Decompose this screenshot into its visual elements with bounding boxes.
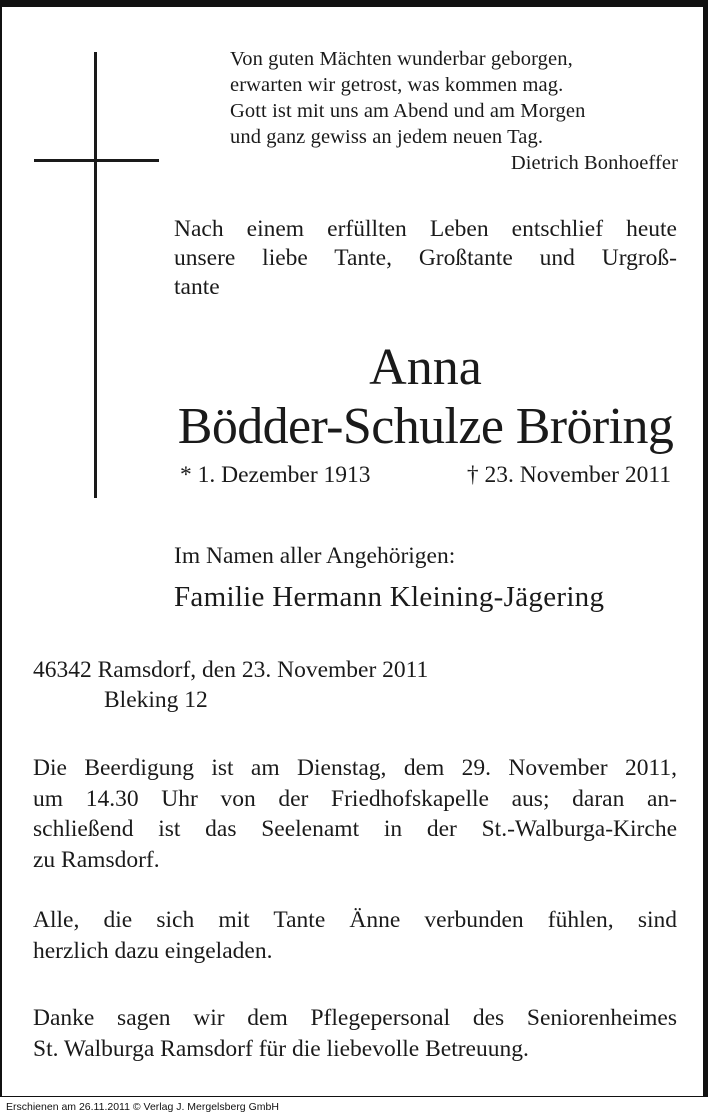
poem-author: Dietrich Bonhoeffer — [510, 152, 678, 174]
thanks-paragraph — [33, 1003, 677, 1064]
invitation-paragraph — [33, 905, 677, 966]
intro-line: unsere liebe Tante, Großtante und Urgroß- — [174, 245, 677, 271]
paragraph-line: um 14.30 Uhr von der Friedhofskapelle aus; daran an- — [33, 785, 677, 812]
family-name: Familie Hermann Kleining-Jägering — [174, 581, 605, 613]
poem-line: erwarten wir getrost, was kommen mag. — [230, 74, 564, 96]
intro-text — [174, 215, 677, 302]
paragraph-line: schließend ist das Seelenamt in der St.-Walburga-Kirche — [33, 816, 677, 842]
cross-icon-vertical-bar — [94, 52, 97, 498]
funeral-paragraph — [33, 753, 677, 875]
intro-line: Nach einem erfüllten Leben entschlief heute — [174, 216, 677, 242]
behalf-label: Im Namen aller Angehörigen: — [174, 543, 456, 569]
cross-icon-horizontal-bar — [34, 159, 159, 162]
paragraph-line: herzlich dazu eingeladen. — [33, 937, 273, 964]
paragraph-line: zu Ramsdorf. — [33, 846, 160, 873]
paragraph-line: Die Beerdigung ist am Dienstag, dem 29. November 2011, — [33, 755, 677, 781]
paragraph-line: Danke sagen wir dem Pflegepersonal des Seniorenheimes — [33, 1005, 677, 1031]
poem-line: Gott ist mit uns am Abend und am Morgen — [230, 100, 586, 122]
paragraph-line: St. Walburga Ramsdorf für die liebevolle Betreuung. — [33, 1035, 529, 1062]
publication-credit: Erschienen am 26.11.2011 © Verlag J. Mergelsberg GmbH — [6, 1101, 279, 1113]
deceased-last-name: Bödder-Schulze Bröring — [177, 398, 674, 455]
paragraph-line: Alle, die sich mit Tante Änne verbunden fühlen, sind — [33, 907, 677, 933]
street-address: Bleking 12 — [104, 687, 208, 713]
intro-line: tante — [174, 274, 220, 300]
birth-date: * 1. Dezember 1913 — [180, 462, 371, 488]
address-block — [33, 655, 533, 715]
poem-line: und ganz gewiss an jedem neuen Tag. — [230, 126, 544, 148]
poem-quote — [230, 46, 678, 176]
deceased-first-name: Anna — [369, 339, 482, 396]
publication-footer — [0, 1096, 708, 1117]
poem-line: Von guten Mächten wunderbar geborgen, — [230, 48, 573, 70]
city-date: 46342 Ramsdorf, den 23. November 2011 — [33, 657, 429, 683]
death-date: † 23. November 2011 — [466, 462, 671, 488]
